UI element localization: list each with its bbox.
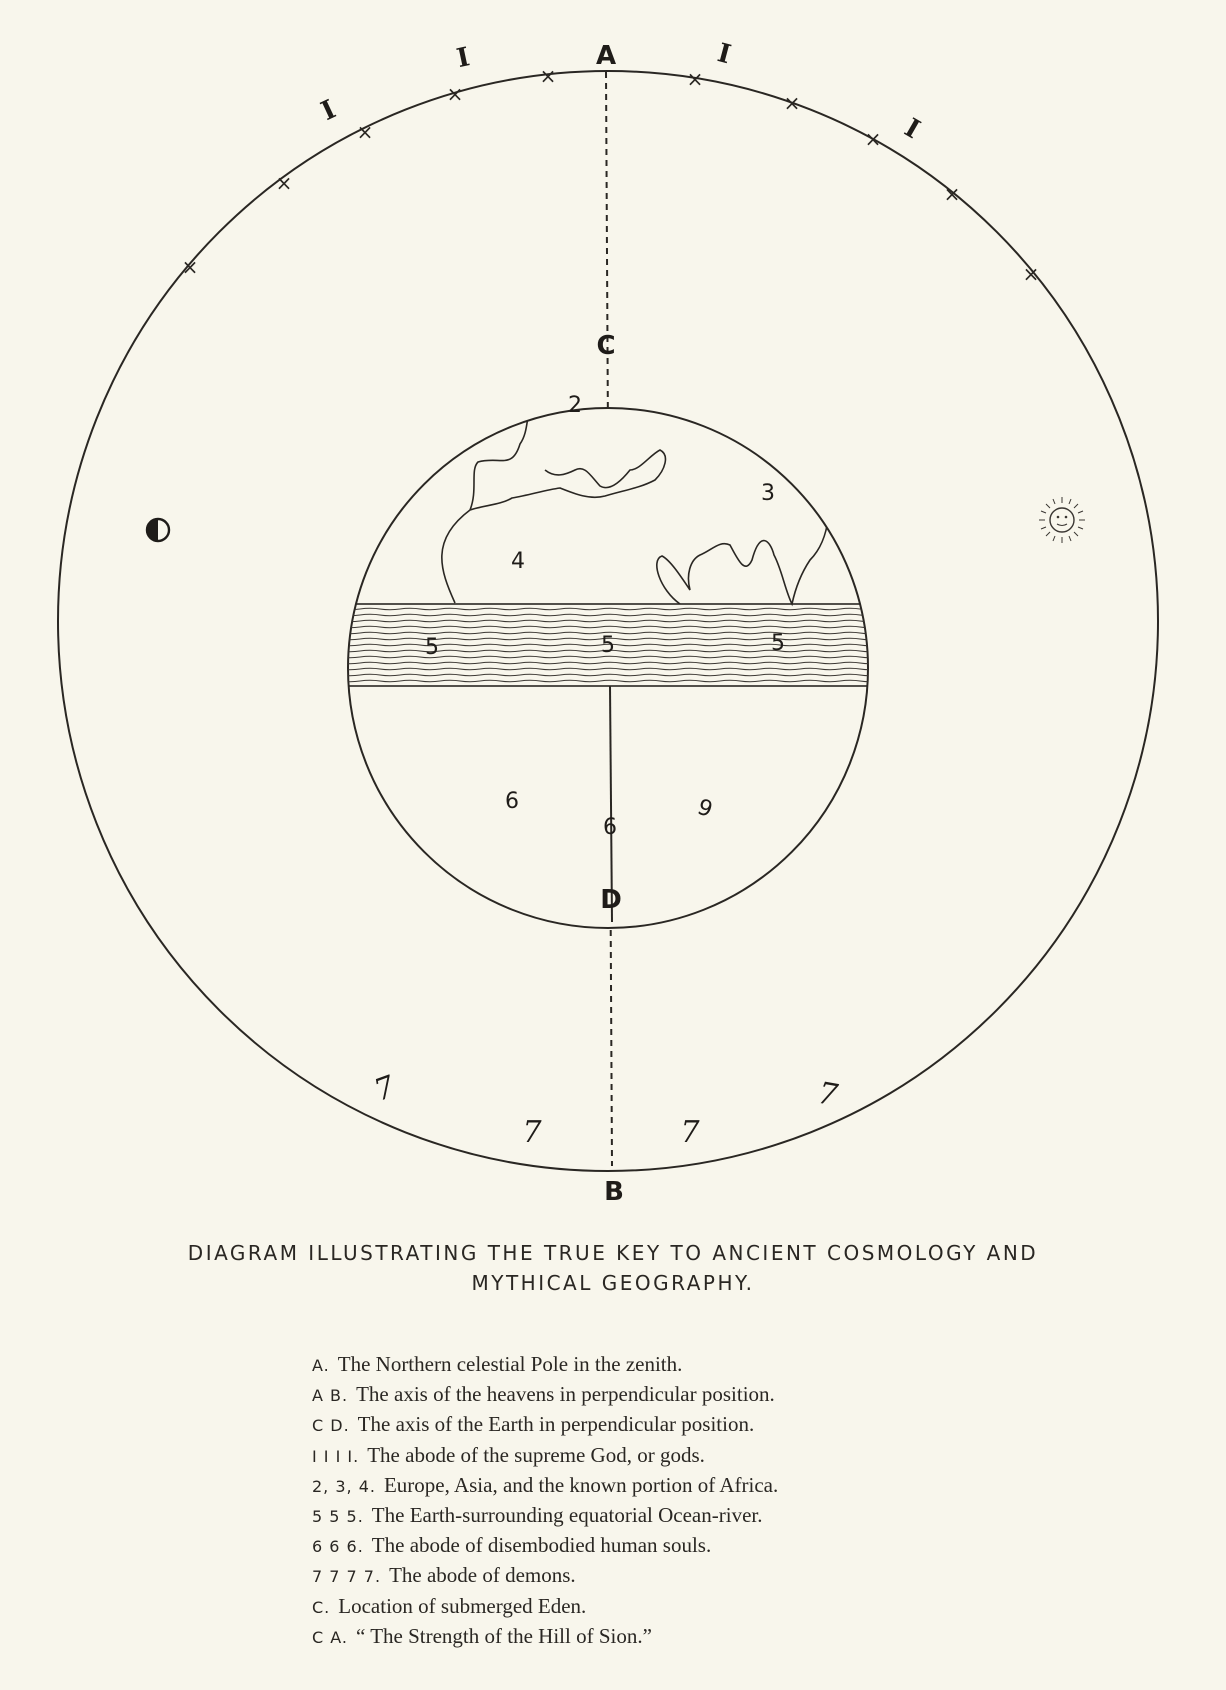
label-D: D [600, 885, 622, 915]
legend-item [312, 1531, 778, 1561]
label-demons-2: 7 [522, 1115, 542, 1150]
label-ocean-left: 5 [425, 635, 439, 660]
legend-item [312, 1380, 778, 1410]
legend-text: The axis of the Earth in perpendicular position. [357, 1412, 755, 1437]
label-ocean-right: 5 [771, 631, 785, 656]
legend-key: 6 6 6. [312, 1537, 364, 1557]
legend-text: Location of submerged Eden. [338, 1593, 587, 1618]
label-souls-right: 6 [694, 791, 717, 821]
legend-key: 2, 3, 4. [312, 1476, 376, 1496]
abode-mark-1: I [316, 94, 341, 127]
label-B: B [604, 1177, 624, 1207]
svg-text:×: × [446, 82, 464, 106]
legend-key: A. [312, 1356, 330, 1375]
label-souls-center: 6 [603, 815, 617, 840]
caption-line-2: MYTHICAL GEOGRAPHY. [471, 1271, 755, 1295]
legend-text: Europe, Asia, and the known portion of Africa. [383, 1472, 779, 1497]
legend-item [312, 1441, 778, 1471]
svg-text:×: × [356, 120, 374, 144]
moon-icon [147, 519, 169, 541]
legend-key: C D. [312, 1416, 350, 1436]
legend-key: 5 5 5. [312, 1507, 364, 1527]
svg-text:×: × [181, 255, 199, 279]
caption-line-1: DIAGRAM ILLUSTRATING THE TRUE KEY TO ANCIENT COSMOLOGY AND [187, 1241, 1039, 1265]
legend-key: C A. [312, 1627, 349, 1647]
label-asia: 3 [761, 481, 775, 506]
svg-text:×: × [864, 127, 882, 151]
label-africa: 4 [511, 549, 525, 574]
legend-text: The Earth-surrounding equatorial Ocean-river. [371, 1503, 763, 1528]
label-demons-1: 7 [369, 1069, 400, 1109]
abode-mark-4: I [899, 113, 925, 146]
label-souls-left: 6 [505, 789, 519, 814]
label-ocean-center: 5 [601, 633, 615, 658]
legend-item [312, 1592, 778, 1622]
label-demons-3: 7 [680, 1115, 700, 1150]
abode-mark-3: I [714, 38, 734, 71]
legend-key: C. [312, 1597, 331, 1617]
abode-mark-2: I [454, 42, 473, 75]
svg-text:×: × [943, 182, 961, 206]
legend-item [312, 1350, 778, 1380]
legend-text: The abode of demons. [389, 1563, 576, 1588]
star-marks [182, 64, 1040, 286]
label-demons-4: 7 [815, 1075, 841, 1114]
legend-item [312, 1471, 778, 1501]
sun-icon [1039, 497, 1085, 543]
svg-text:×: × [275, 171, 293, 195]
svg-text:×: × [539, 64, 557, 88]
legend-item [312, 1561, 778, 1591]
legend-item [312, 1410, 778, 1440]
legend-item [312, 1501, 778, 1531]
svg-text:×: × [686, 67, 704, 91]
legend-key: I I I I. [312, 1446, 360, 1466]
legend-text: The axis of the heavens in perpendicular position. [356, 1382, 775, 1407]
legend-list [312, 1350, 778, 1652]
label-A: A [595, 41, 617, 71]
legend-key: 7 7 7 7. [312, 1567, 382, 1587]
label-europe: 2 [568, 393, 582, 418]
svg-text:×: × [1022, 262, 1040, 286]
legend-text: The abode of disembodied human souls. [371, 1533, 712, 1558]
svg-text:×: × [783, 91, 801, 115]
legend-key: A B. [312, 1386, 349, 1406]
legend-text: The Northern celestial Pole in the zenith. [337, 1352, 683, 1376]
legend-text: “ The Strength of the Hill of Sion.” [356, 1623, 652, 1648]
label-C: C [596, 331, 616, 361]
legend-item [312, 1622, 778, 1652]
legend-text: The abode of the supreme God, or gods. [367, 1442, 705, 1467]
diagram-caption [0, 1238, 1226, 1298]
